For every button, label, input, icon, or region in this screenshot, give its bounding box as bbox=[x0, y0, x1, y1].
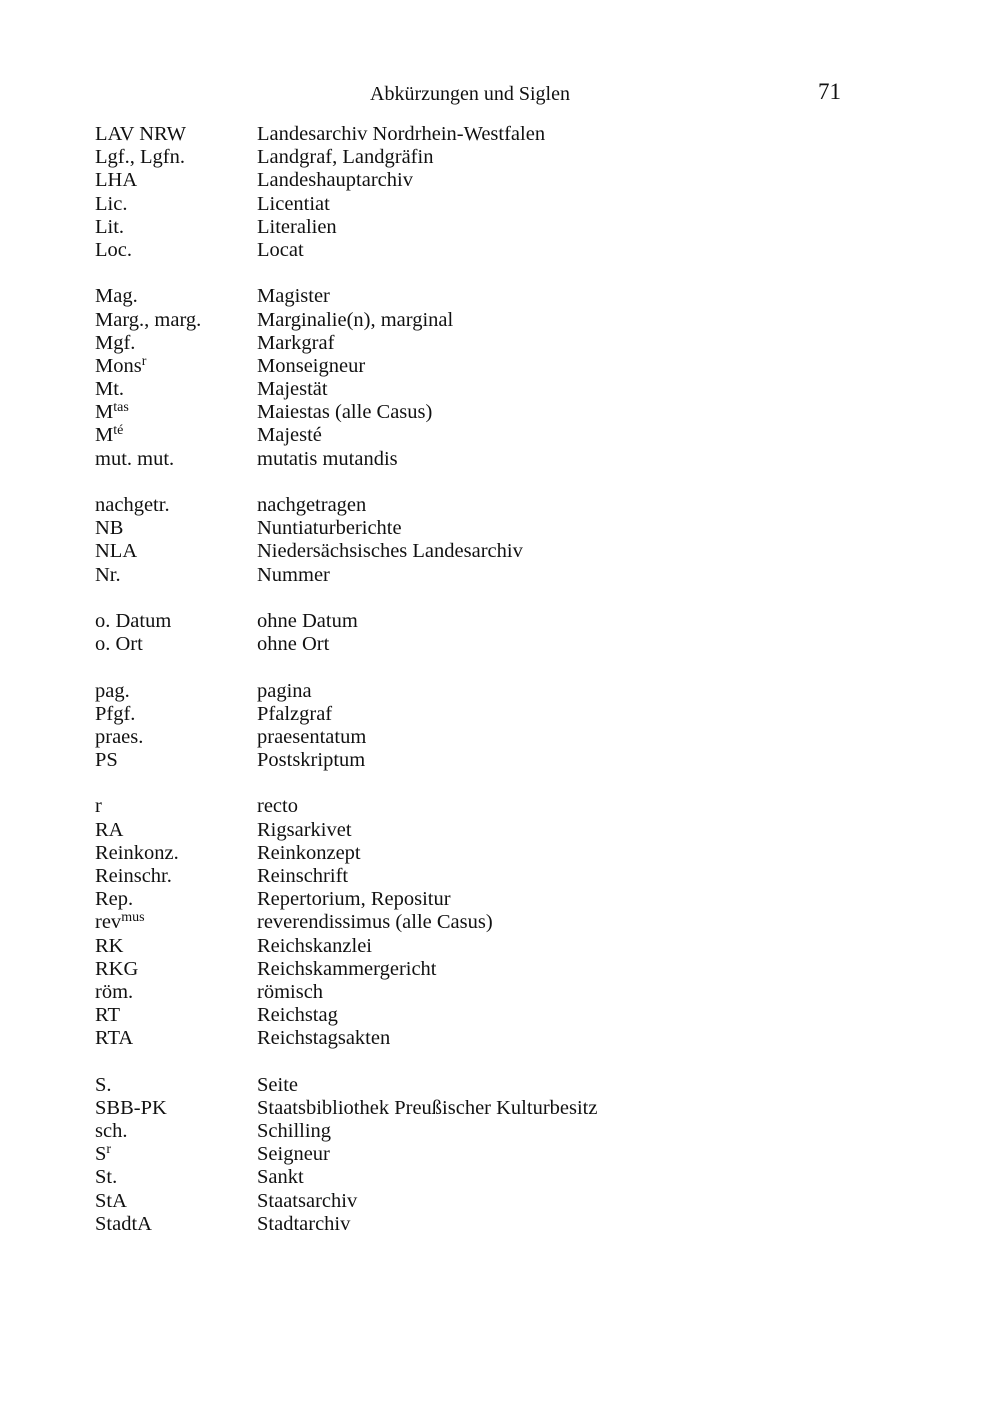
abbreviation-entry bbox=[95, 981, 915, 1004]
abbreviation-meaning: Marginalie(n), marginal bbox=[257, 308, 454, 331]
abbreviation-group bbox=[95, 494, 915, 587]
abbreviation-term bbox=[95, 1004, 257, 1027]
running-head bbox=[0, 80, 1004, 108]
abbreviation-term bbox=[95, 633, 257, 656]
abbreviation-text: NB bbox=[95, 517, 124, 540]
abbreviation-meaning: Reichskanzlei bbox=[257, 934, 372, 957]
abbreviation-text: sch. bbox=[95, 1120, 128, 1143]
abbreviation-text: Reinschr. bbox=[95, 865, 172, 887]
abbreviation-meaning: Schilling bbox=[257, 1120, 332, 1143]
abbreviation-text: Rep. bbox=[95, 888, 134, 911]
abbreviation-text: M bbox=[95, 401, 114, 424]
abbreviation-term bbox=[95, 842, 257, 865]
abbreviation-meaning: praesentatum bbox=[257, 725, 367, 748]
abbreviation-entry bbox=[95, 1143, 915, 1166]
abbreviation-text: rev bbox=[95, 911, 122, 934]
abbreviation-term bbox=[95, 355, 257, 378]
abbreviation-superscript: mus bbox=[121, 910, 145, 926]
abbreviation-term bbox=[95, 981, 257, 1004]
abbreviation-meaning: Sankt bbox=[257, 1166, 304, 1189]
abbreviation-meaning: Magister bbox=[257, 285, 330, 308]
abbreviation-entry bbox=[95, 1190, 915, 1213]
abbreviation-group bbox=[95, 795, 915, 1050]
abbreviation-entry bbox=[95, 285, 915, 308]
abbreviation-meaning: Licentiat bbox=[257, 192, 330, 215]
abbreviation-meaning: Repertorium, Repositur bbox=[257, 888, 451, 911]
abbreviation-meaning: Stadtarchiv bbox=[257, 1212, 351, 1235]
abbreviation-meaning: nachgetragen bbox=[257, 494, 367, 516]
abbreviation-entry bbox=[95, 1027, 915, 1050]
abbreviation-term bbox=[95, 146, 257, 169]
abbreviation-meaning: Pfalzgraf bbox=[257, 702, 333, 725]
abbreviation-text: Mt. bbox=[95, 378, 125, 401]
abbreviation-text: Nr. bbox=[95, 563, 121, 586]
abbreviation-meaning: Reichstagsakten bbox=[257, 1027, 391, 1050]
abbreviation-text: S bbox=[95, 1143, 107, 1166]
abbreviation-meaning: Majesté bbox=[257, 424, 322, 447]
abbreviation-meaning: Landesarchiv Nordrhein-Westfalen bbox=[257, 123, 546, 145]
abbreviation-meaning: Reichstag bbox=[257, 1004, 338, 1027]
running-title: Abkürzungen und Siglen bbox=[370, 83, 570, 105]
abbreviation-term bbox=[95, 564, 257, 587]
abbreviation-text: röm. bbox=[95, 980, 134, 1003]
abbreviation-meaning: mutatis mutandis bbox=[257, 447, 398, 470]
abbreviation-text: StA bbox=[95, 1189, 127, 1212]
abbreviation-entry bbox=[95, 935, 915, 958]
abbreviation-term bbox=[95, 1166, 257, 1189]
abbreviation-meaning: reverendissimus (alle Casus) bbox=[257, 911, 493, 934]
abbreviation-entry bbox=[95, 795, 915, 818]
abbreviation-entry bbox=[95, 564, 915, 587]
abbreviation-term bbox=[95, 865, 257, 888]
abbreviation-term bbox=[95, 494, 257, 517]
abbreviation-text: RT bbox=[95, 1004, 120, 1027]
abbreviation-meaning: Nuntiaturberichte bbox=[257, 517, 402, 540]
abbreviation-entry bbox=[95, 865, 915, 888]
abbreviation-term bbox=[95, 1120, 257, 1143]
abbreviation-meaning: ohne Ort bbox=[257, 633, 330, 656]
abbreviation-text: Pfgf. bbox=[95, 702, 136, 725]
abbreviation-entry bbox=[95, 958, 915, 981]
abbreviation-meaning: Postskriptum bbox=[257, 749, 366, 772]
abbreviation-text: PS bbox=[95, 749, 118, 772]
abbreviation-entry bbox=[95, 749, 915, 772]
abbreviation-entry bbox=[95, 1120, 915, 1143]
abbreviation-term bbox=[95, 1213, 257, 1236]
abbreviation-term bbox=[95, 193, 257, 216]
abbreviation-meaning: Majestät bbox=[257, 378, 328, 401]
abbreviation-text: o. Datum bbox=[95, 609, 172, 632]
abbreviation-text: Reinkonz. bbox=[95, 841, 179, 864]
abbreviation-entry bbox=[95, 1074, 915, 1097]
abbreviation-entry bbox=[95, 517, 915, 540]
abbreviation-term bbox=[95, 1190, 257, 1213]
abbreviation-term bbox=[95, 958, 257, 981]
abbreviation-entry bbox=[95, 355, 915, 378]
abbreviation-entry bbox=[95, 216, 915, 239]
abbreviation-term bbox=[95, 795, 257, 818]
abbreviation-meaning: Landgraf, Landgräfin bbox=[257, 146, 434, 169]
abbreviation-text: RKG bbox=[95, 957, 139, 980]
abbreviation-entry bbox=[95, 633, 915, 656]
abbreviation-superscript: tas bbox=[113, 400, 129, 416]
abbreviation-text: RK bbox=[95, 934, 124, 957]
abbreviation-text: RA bbox=[95, 818, 124, 841]
abbreviation-entry bbox=[95, 448, 915, 471]
abbreviation-superscript: té bbox=[113, 423, 124, 439]
abbreviation-entry bbox=[95, 819, 915, 842]
abbreviation-entry bbox=[95, 332, 915, 355]
abbreviation-text: StadtA bbox=[95, 1212, 152, 1235]
abbreviation-entry bbox=[95, 401, 915, 424]
abbreviation-entry bbox=[95, 378, 915, 401]
abbreviation-term bbox=[95, 332, 257, 355]
abbreviation-text: M bbox=[95, 424, 114, 447]
abbreviation-term bbox=[95, 1074, 257, 1097]
abbreviation-text: St. bbox=[95, 1166, 118, 1189]
abbreviation-text: Lgf., Lgfn. bbox=[95, 146, 185, 169]
abbreviation-term bbox=[95, 1097, 257, 1120]
abbreviation-meaning: Markgraf bbox=[257, 331, 335, 354]
abbreviation-term bbox=[95, 169, 257, 192]
abbreviation-term bbox=[95, 680, 257, 703]
abbreviation-group bbox=[95, 610, 915, 656]
abbreviation-meaning: Rigsarkivet bbox=[257, 818, 352, 841]
abbreviation-term bbox=[95, 540, 257, 563]
abbreviation-entry bbox=[95, 1166, 915, 1189]
abbreviation-term bbox=[95, 935, 257, 958]
abbreviation-term bbox=[95, 911, 257, 934]
abbreviation-entry bbox=[95, 309, 915, 332]
abbreviation-entry bbox=[95, 540, 915, 563]
abbreviation-meaning: Monseigneur bbox=[257, 354, 366, 377]
abbreviation-term bbox=[95, 749, 257, 772]
abbreviation-meaning: römisch bbox=[257, 980, 324, 1003]
abbreviation-entry bbox=[95, 193, 915, 216]
abbreviation-term bbox=[95, 610, 257, 633]
abbreviation-text: S. bbox=[95, 1073, 112, 1096]
abbreviation-term bbox=[95, 726, 257, 749]
abbreviation-meaning: Staatsbibliothek Preußischer Kulturbesitz bbox=[257, 1096, 598, 1119]
abbreviation-term bbox=[95, 123, 257, 146]
abbreviation-meaning: Maiestas (alle Casus) bbox=[257, 401, 433, 424]
abbreviation-text: Lic. bbox=[95, 192, 128, 215]
abbreviation-text: Loc. bbox=[95, 238, 132, 261]
abbreviation-text: Mag. bbox=[95, 285, 138, 308]
abbreviation-term bbox=[95, 517, 257, 540]
abbreviation-superscript: r bbox=[141, 353, 147, 369]
abbreviation-entry bbox=[95, 1213, 915, 1236]
abbreviation-text: RTA bbox=[95, 1027, 134, 1050]
abbreviation-entry bbox=[95, 494, 915, 517]
abbreviation-entry bbox=[95, 888, 915, 911]
abbreviation-text: Lit. bbox=[95, 215, 125, 238]
abbreviation-text: pag. bbox=[95, 679, 130, 702]
abbreviation-meaning: recto bbox=[257, 795, 298, 818]
abbreviation-text: LHA bbox=[95, 169, 138, 192]
abbreviation-text: mut. mut. bbox=[95, 447, 175, 470]
abbreviation-meaning: Locat bbox=[257, 238, 304, 261]
abbreviation-text: LAV NRW bbox=[95, 123, 186, 145]
page-number: 71 bbox=[818, 79, 841, 104]
abbreviation-entry bbox=[95, 1097, 915, 1120]
abbreviation-term bbox=[95, 216, 257, 239]
abbreviation-term bbox=[95, 401, 257, 424]
abbreviation-term bbox=[95, 424, 257, 447]
abbreviation-text: Mgf. bbox=[95, 331, 136, 354]
abbreviation-text: NLA bbox=[95, 540, 138, 563]
abbreviation-text: Mons bbox=[95, 354, 142, 377]
abbreviation-entry bbox=[95, 146, 915, 169]
abbreviation-meaning: Staatsarchiv bbox=[257, 1189, 358, 1212]
abbreviation-text: praes. bbox=[95, 725, 144, 748]
abbreviation-entry bbox=[95, 424, 915, 447]
abbreviation-text: SBB-PK bbox=[95, 1096, 167, 1119]
abbreviation-entry bbox=[95, 703, 915, 726]
abbreviation-text: o. Ort bbox=[95, 633, 143, 656]
abbreviation-text: Marg., marg. bbox=[95, 308, 202, 331]
abbreviation-term bbox=[95, 309, 257, 332]
abbreviation-meaning: Seite bbox=[257, 1073, 298, 1096]
abbreviation-text: nachgetr. bbox=[95, 494, 170, 516]
abbreviation-entry bbox=[95, 239, 915, 262]
abbreviation-term bbox=[95, 703, 257, 726]
abbreviation-meaning: Niedersächsisches Landesarchiv bbox=[257, 540, 523, 563]
abbreviation-group bbox=[95, 285, 915, 471]
abbreviation-term bbox=[95, 819, 257, 842]
abbreviation-term bbox=[95, 448, 257, 471]
abbreviation-group bbox=[95, 1074, 915, 1236]
abbreviation-entry bbox=[95, 169, 915, 192]
abbreviation-meaning: pagina bbox=[257, 679, 312, 702]
abbreviation-term bbox=[95, 1027, 257, 1050]
abbreviation-meaning: Literalien bbox=[257, 215, 337, 238]
abbreviation-term bbox=[95, 378, 257, 401]
abbreviation-list bbox=[95, 123, 915, 1259]
abbreviation-meaning: Reinkonzept bbox=[257, 841, 361, 864]
abbreviation-superscript: r bbox=[106, 1142, 112, 1158]
abbreviation-group bbox=[95, 123, 915, 262]
abbreviation-meaning: Nummer bbox=[257, 563, 330, 586]
abbreviation-entry bbox=[95, 842, 915, 865]
abbreviation-group bbox=[95, 680, 915, 773]
abbreviation-term bbox=[95, 239, 257, 262]
abbreviation-text: r bbox=[95, 795, 102, 818]
abbreviation-meaning: ohne Datum bbox=[257, 609, 358, 632]
abbreviation-entry bbox=[95, 1004, 915, 1027]
abbreviation-term bbox=[95, 888, 257, 911]
abbreviation-term bbox=[95, 1143, 257, 1166]
abbreviation-entry bbox=[95, 726, 915, 749]
abbreviation-meaning: Reichskammergericht bbox=[257, 957, 437, 980]
abbreviation-entry bbox=[95, 911, 915, 934]
abbreviation-entry bbox=[95, 610, 915, 633]
abbreviation-meaning: Landeshauptarchiv bbox=[257, 169, 413, 192]
abbreviation-meaning: Reinschrift bbox=[257, 865, 349, 887]
abbreviation-entry bbox=[95, 123, 915, 146]
abbreviation-entry bbox=[95, 680, 915, 703]
abbreviation-term bbox=[95, 285, 257, 308]
abbreviation-meaning: Seigneur bbox=[257, 1143, 330, 1166]
